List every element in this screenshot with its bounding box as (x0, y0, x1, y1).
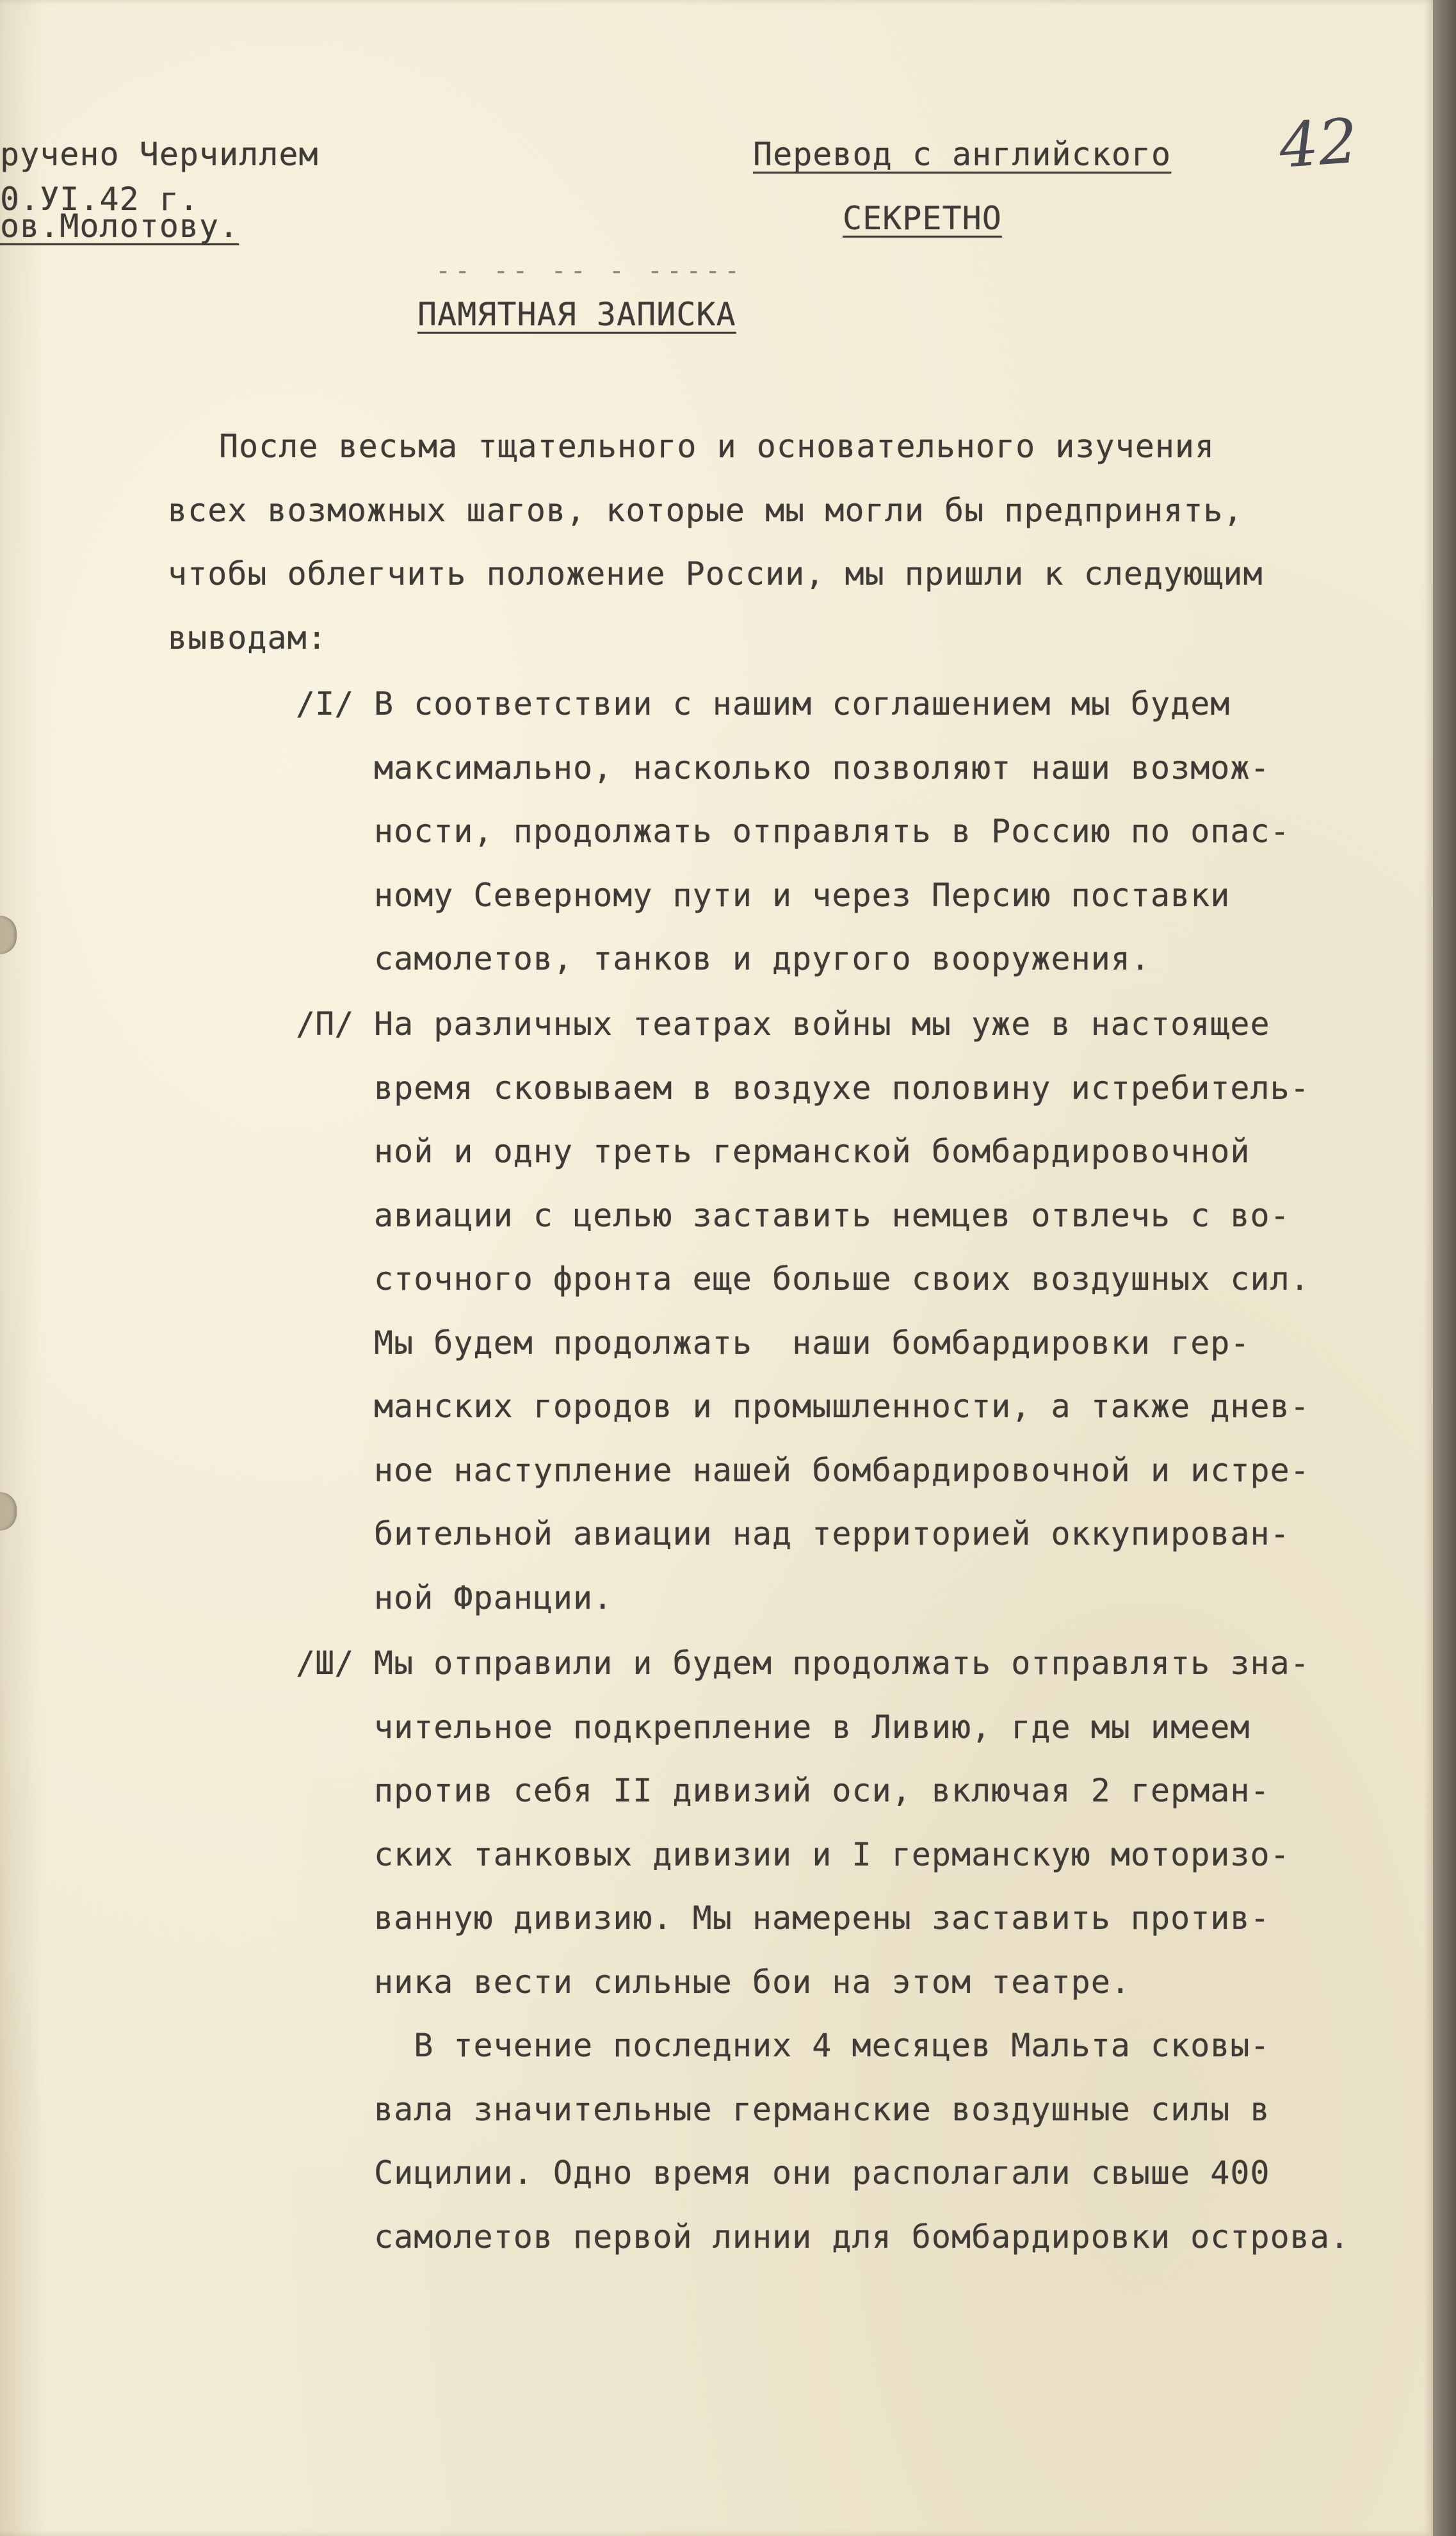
item-line: максимально, насколько позволяют наши возмож- (374, 749, 1270, 786)
binding-hole-mark (0, 916, 17, 954)
translation-note: Перевод с английского (753, 136, 1172, 173)
item-line: Мы будем продолжать наши бомбардировки гер- (374, 1324, 1250, 1361)
item-3-text (374, 1632, 1350, 2269)
item-line: время сковываем в воздухе половину истребитель- (374, 1069, 1310, 1107)
item-line: самолетов первой линии для бомбардировки острова. (374, 2218, 1350, 2256)
item-line: вала значительные германские воздушные силы в (374, 2090, 1270, 2128)
item-line: ному Северному пути и через Персию поставки (374, 876, 1231, 914)
item-line: сточного фронта еще больше своих воздушных сил. (374, 1260, 1310, 1297)
item-line: манских городов и промышленности, а также днев- (374, 1388, 1310, 1425)
item-line: авиации с целью заставить немцев отвлечь с во- (374, 1196, 1290, 1234)
header-left-line-1: ручено Черчиллем (0, 136, 319, 173)
item-line: В соответствии с нашим соглашением мы будем (374, 685, 1231, 722)
item-line: ной и одну треть германской бомбардировочной (374, 1133, 1250, 1170)
item-line: ских танковых дивизии и I германскую моторизо- (374, 1835, 1290, 1873)
item-line: ной Франции. (374, 1579, 613, 1616)
header-left-line-2: 0.УI.42 г. (0, 181, 200, 218)
scan-background-edge (1433, 0, 1456, 2536)
item-2-text (374, 993, 1310, 1630)
item-line: Мы отправили и будем продолжать отправлять зна- (374, 1645, 1310, 1682)
item-line: чительное подкрепление в Ливию, где мы имеем (374, 1708, 1250, 1746)
intro-line: всех возможных шагов, которые мы могли бы предпринять, (168, 491, 1243, 529)
intro-line: После весьма тщательного и основательного изучения (219, 428, 1215, 465)
item-1-text (374, 672, 1290, 991)
separator-dashes: -- -- -- - ----- (435, 256, 744, 286)
document-title: ПАМЯТНАЯ ЗАПИСКА (417, 296, 736, 333)
intro-line: чтобы облегчить положение России, мы пришли к следующим (168, 555, 1263, 592)
item-line: ное наступление нашей бомбардировочной и истре- (374, 1451, 1310, 1489)
item-line: ности, продолжать отправлять в Россию по опас- (374, 813, 1290, 850)
item-2-label: /П/ (296, 1005, 354, 1043)
item-line: В течение последних 4 месяцев Мальта сковы- (374, 2027, 1270, 2064)
item-line: ника вести сильные бои на этом театре. (374, 1963, 1131, 2001)
folio-number: 42 (1277, 104, 1360, 183)
item-line: ванную дивизию. Мы намерены заставить против- (374, 1899, 1270, 1937)
header-left-line-3: ов.Молотову. (0, 207, 239, 245)
item-line: против себя II дивизий оси, включая 2 герман- (374, 1772, 1270, 1809)
item-3-label: /Ш/ (296, 1645, 354, 1682)
item-line: На различных театрах войны мы уже в настоящее (374, 1005, 1270, 1043)
item-line: Сицилии. Одно время они располагали свыше 400 (374, 2154, 1270, 2191)
item-line: бительной авиации над территорией оккупирован- (374, 1515, 1290, 1552)
item-1-label: /I/ (296, 685, 354, 722)
item-line: самолетов, танков и другого вооружения. (374, 940, 1151, 977)
intro-line: выводам: (168, 619, 327, 656)
binding-hole-mark (0, 1492, 17, 1531)
intro-paragraph (168, 415, 1263, 670)
secret-stamp: СЕКРЕТНО (843, 200, 1002, 237)
